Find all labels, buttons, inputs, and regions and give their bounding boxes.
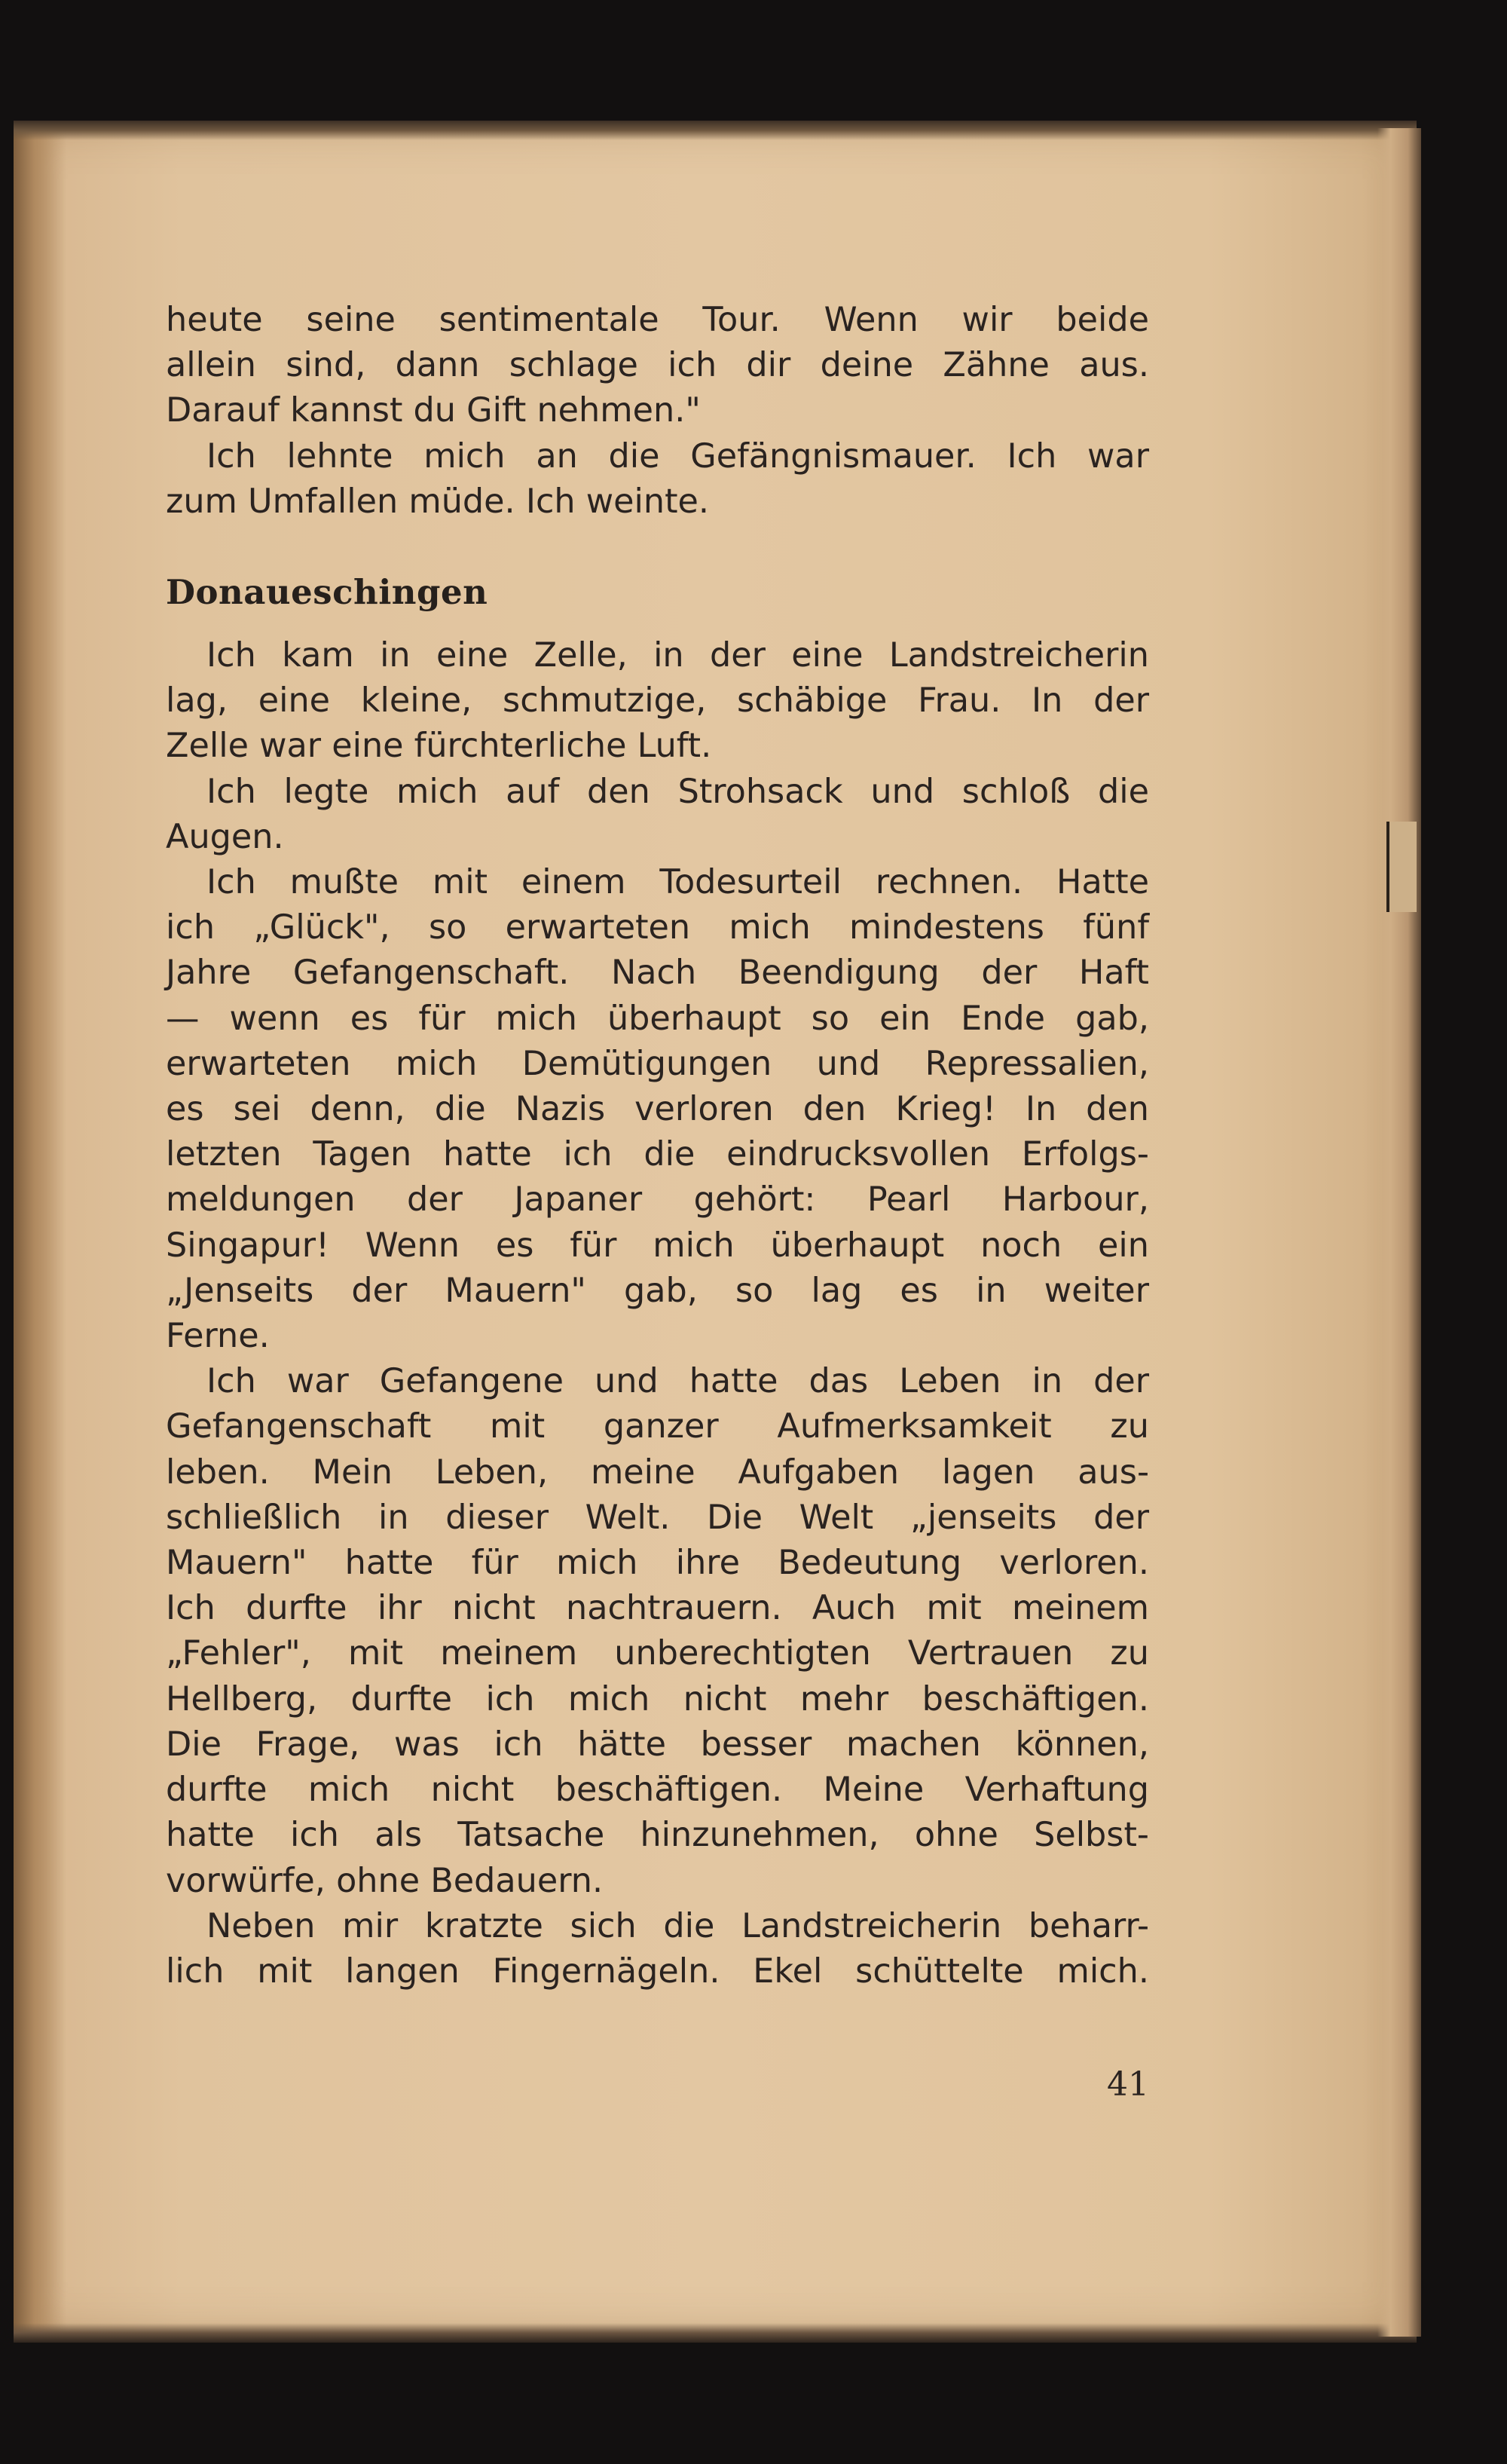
text-line: zum Umfallen müde. Ich weinte. — [166, 482, 710, 521]
text-line: „Fehler", mit meinem unberechtigten Vertrauen zu — [166, 1634, 1149, 1673]
text-line: Augen. — [166, 817, 284, 856]
page-number: 41 — [1107, 2065, 1149, 2104]
text-line: schließlich in dieser Welt. Die Welt „jenseits der — [166, 1498, 1149, 1537]
text-line: Gefangenschaft mit ganzer Aufmerksamkeit zu — [166, 1407, 1149, 1446]
text-line: Zelle war eine fürchterliche Luft. — [166, 727, 712, 766]
text-line: „Jenseits der Mauern" gab, so lag es in weiter — [166, 1271, 1149, 1310]
text-line: Hellberg, durfte ich mich nicht mehr beschäftigen. — [166, 1679, 1149, 1719]
paragraph-3 — [166, 633, 1149, 770]
spacer — [166, 525, 1149, 570]
page-text — [166, 298, 1149, 1994]
text-line: Ich lehnte mich an die Gefängnismauer. Ich war — [206, 436, 1149, 476]
paragraph-5 — [166, 860, 1149, 1359]
text-line: Ich durfte ihr nicht nachtrauern. Auch mit meinem — [166, 1589, 1149, 1628]
text-line: letzten Tagen hatte ich die eindrucksvollen Erfolgs- — [166, 1135, 1149, 1174]
paragraph-2 — [166, 434, 1149, 525]
text-line: Darauf kannst du Gift nehmen." — [166, 391, 701, 430]
spacer — [166, 615, 1149, 633]
text-line: Ich legte mich auf den Strohsack und schloß die — [206, 772, 1149, 811]
text-line: ich „Glück", so erwarteten mich mindestens fünf — [166, 908, 1149, 947]
page-bottom-edge — [14, 2323, 1417, 2343]
text-line: hatte ich als Tatsache hinzunehmen, ohne Selbst- — [166, 1816, 1149, 1855]
text-line: meldungen der Japaner gehört: Pearl Harbour, — [166, 1180, 1149, 1220]
text-line: Jahre Gefangenschaft. Nach Beendigung der Haft — [166, 953, 1149, 993]
text-line: — wenn es für mich überhaupt so ein Ende gab, — [166, 999, 1149, 1038]
text-line: Ich mußte mit einem Todesurteil rechnen. Hatte — [206, 863, 1149, 902]
text-line: heute seine sentimentale Tour. Wenn wir beide — [166, 301, 1149, 339]
page-side-tab — [1386, 822, 1417, 912]
paragraph-7 — [166, 1904, 1149, 1994]
section-heading: Donaueschingen — [166, 572, 488, 613]
text-line: erwarteten mich Demütigungen und Repressalien, — [166, 1044, 1149, 1083]
paragraph-1 — [166, 298, 1149, 434]
text-line: durfte mich nicht beschäftigen. Meine Verhaftung — [166, 1771, 1149, 1810]
text-line: Neben mir kratzte sich die Landstreicherin beharr- — [206, 1906, 1149, 1945]
text-line: Ferne. — [166, 1317, 270, 1356]
text-line: vorwürfe, ohne Bedauern. — [166, 1861, 604, 1900]
text-line: Ich kam in eine Zelle, in der eine Landstreicherin — [206, 636, 1149, 675]
paragraph-6 — [166, 1359, 1149, 1903]
text-line: es sei denn, die Nazis verloren den Krieg! In den — [166, 1090, 1149, 1129]
text-line: lich mit langen Fingernägeln. Ekel schüttelte mich. — [166, 1951, 1149, 1991]
text-line: Singapur! Wenn es für mich überhaupt noch ein — [166, 1226, 1149, 1265]
page-right-edge — [1377, 128, 1421, 2337]
text-line: Mauern" hatte für mich ihre Bedeutung verloren. — [166, 1544, 1149, 1583]
text-line: lag, eine kleine, schmutzige, schäbige Frau. In der — [166, 681, 1149, 721]
paragraph-4 — [166, 770, 1149, 860]
text-line: Die Frage, was ich hätte besser machen können, — [166, 1725, 1149, 1764]
text-line: leben. Mein Leben, meine Aufgaben lagen aus- — [166, 1452, 1149, 1492]
text-line: Ich war Gefangene und hatte das Leben in der — [206, 1362, 1149, 1401]
page-binding-shadow — [14, 124, 66, 2337]
page-top-edge — [14, 121, 1417, 140]
text-line: allein sind, dann schlage ich dir deine Zähne aus. — [166, 346, 1149, 385]
